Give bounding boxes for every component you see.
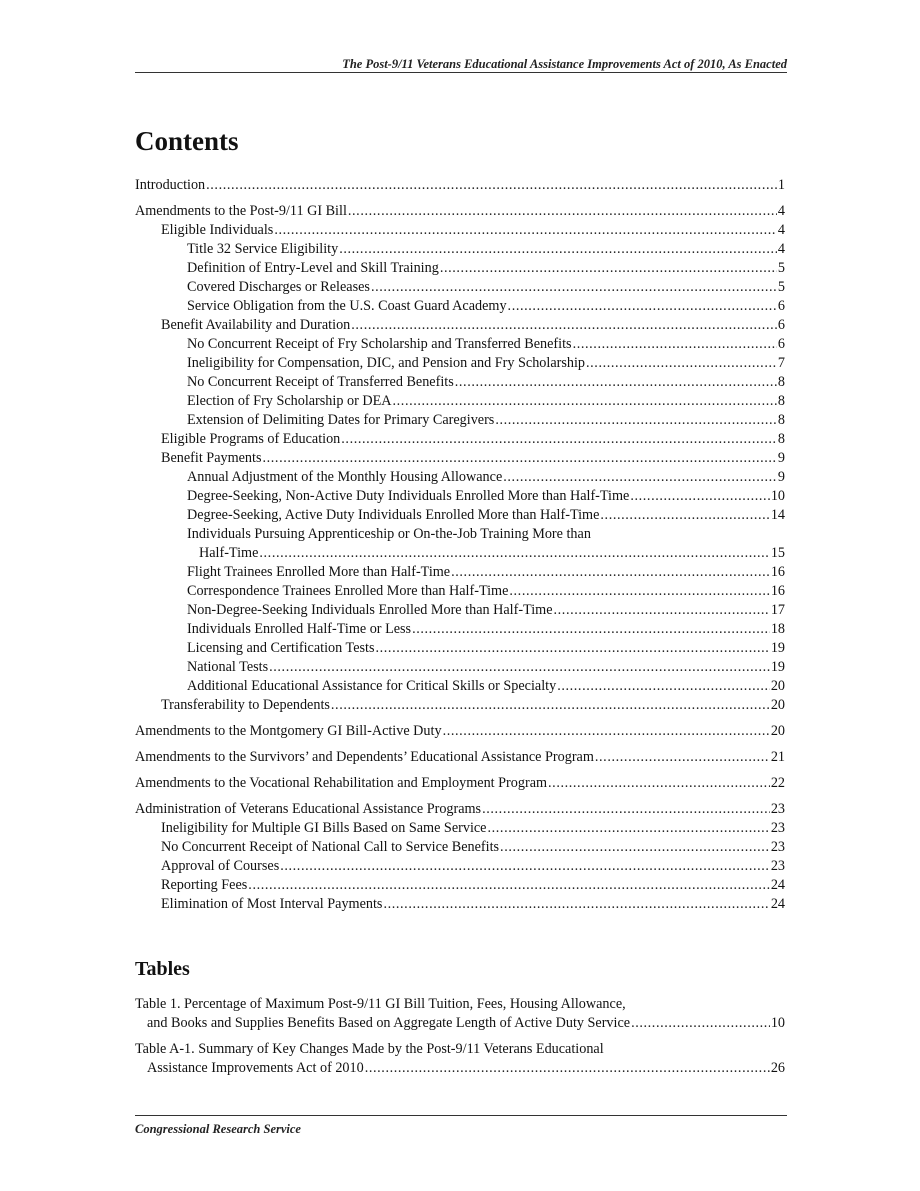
toc-entry-ineligibility-dic[interactable]: Ineligibility for Compensation, DIC, and Pension and Fry Scholarship ..... 7 [135,354,785,373]
toc-entry-licensing-tests[interactable]: Licensing and Certification Tests ..... 19 [135,639,785,658]
list-of-tables [135,995,785,1078]
table-of-contents [135,176,785,914]
toc-entry-active-duty[interactable]: Degree-Seeking, Active Duty Individuals Enrolled More than Half-Time ..... 14 [135,506,785,525]
toc-entry-housing-allowance[interactable]: Annual Adjustment of the Monthly Housing Allowance ..... 9 [135,468,785,487]
toc-entry-entry-level-training[interactable]: Definition of Entry-Level and Skill Training ..... 5 [135,259,785,278]
toc-entry-apprenticeship[interactable]: Individuals Pursuing Apprenticeship or On-the-Job Training More than Half-Time ..... 15 [135,525,785,563]
table-entry-table-a1[interactable]: Table A-1. Summary of Key Changes Made by the Post-9/11 Veterans Educational Assistance Improvements Act of 2010 ..... 26 [135,1040,785,1078]
toc-entry-non-active-duty[interactable]: Degree-Seeking, Non-Active Duty Individuals Enrolled More than Half-Time ..... 10 [135,487,785,506]
toc-entry-delimiting-dates[interactable]: Extension of Delimiting Dates for Primary Caregivers ..... 8 [135,411,785,430]
toc-entry-multiple-gi-bills[interactable]: Ineligibility for Multiple GI Bills Based on Same Service ..... 23 [135,819,785,838]
toc-entry-flight-trainees[interactable]: Flight Trainees Enrolled More than Half-Time ..... 16 [135,563,785,582]
toc-entry-election-fry-dea[interactable]: Election of Fry Scholarship or DEA ..... 8 [135,392,785,411]
toc-entry-survivors-dependents[interactable]: Amendments to the Survivors’ and Dependents’ Educational Assistance Program ..... 21 [135,748,785,767]
toc-entry-montgomery-gi-bill[interactable]: Amendments to the Montgomery GI Bill-Active Duty ..... 20 [135,722,785,741]
toc-entry-covered-discharges[interactable]: Covered Discharges or Releases ..... 5 [135,278,785,297]
toc-entry-post-911-amendments[interactable]: Amendments to the Post-9/11 GI Bill ..... 4 [135,202,785,221]
toc-entry-benefit-availability[interactable]: Benefit Availability and Duration ..... 6 [135,316,785,335]
toc-entry-eligible-individuals[interactable]: Eligible Individuals ..... 4 [135,221,785,240]
toc-entry-eligible-programs[interactable]: Eligible Programs of Education ..... 8 [135,430,785,449]
toc-entry-coast-guard[interactable]: Service Obligation from the U.S. Coast Guard Academy ..... 6 [135,297,785,316]
contents-title: Contents [135,126,239,156]
footer-rule [135,1115,787,1116]
toc-entry-transferability[interactable]: Transferability to Dependents ..... 20 [135,696,785,715]
toc-entry-vocational-rehab[interactable]: Amendments to the Vocational Rehabilitation and Employment Program ..... 22 [135,774,785,793]
toc-entry-fry-transferred[interactable]: No Concurrent Receipt of Fry Scholarship and Transferred Benefits ..... 6 [135,335,785,354]
toc-entry-national-call[interactable]: No Concurrent Receipt of National Call to Service Benefits ..... 23 [135,838,785,857]
toc-entry-national-tests[interactable]: National Tests ..... 19 [135,658,785,677]
toc-entry-half-time-or-less[interactable]: Individuals Enrolled Half-Time or Less ..... 18 [135,620,785,639]
toc-entry-approval-of-courses[interactable]: Approval of Courses ..... 23 [135,857,785,876]
toc-entry-transferred-benefits[interactable]: No Concurrent Receipt of Transferred Benefits ..... 8 [135,373,785,392]
toc-entry-correspondence-trainees[interactable]: Correspondence Trainees Enrolled More than Half-Time ..... 16 [135,582,785,601]
toc-entry-introduction[interactable]: Introduction ..... 1 [135,176,785,195]
toc-entry-administration[interactable]: Administration of Veterans Educational Assistance Programs ..... 23 [135,800,785,819]
toc-entry-non-degree-seeking[interactable]: Non-Degree-Seeking Individuals Enrolled More than Half-Time ..... 17 [135,601,785,620]
table-entry-table-1[interactable]: Table 1. Percentage of Maximum Post-9/11 GI Bill Tuition, Fees, Housing Allowance, and Books and Supplies Benefits Based on Aggregate Length of Active Duty Service ..... 10 [135,995,785,1033]
running-header: The Post-9/11 Veterans Educational Assistance Improvements Act of 2010, As Enacted [342,57,787,71]
toc-entry-title-32[interactable]: Title 32 Service Eligibility ..... 4 [135,240,785,259]
toc-entry-reporting-fees[interactable]: Reporting Fees ..... 24 [135,876,785,895]
footer-publisher: Congressional Research Service [135,1122,301,1136]
toc-entry-interval-payments[interactable]: Elimination of Most Interval Payments ..... 24 [135,895,785,914]
toc-entry-critical-skills[interactable]: Additional Educational Assistance for Critical Skills or Specialty ..... 20 [135,677,785,696]
tables-title: Tables [135,958,190,980]
header-rule [135,72,787,73]
toc-entry-benefit-payments[interactable]: Benefit Payments ..... 9 [135,449,785,468]
